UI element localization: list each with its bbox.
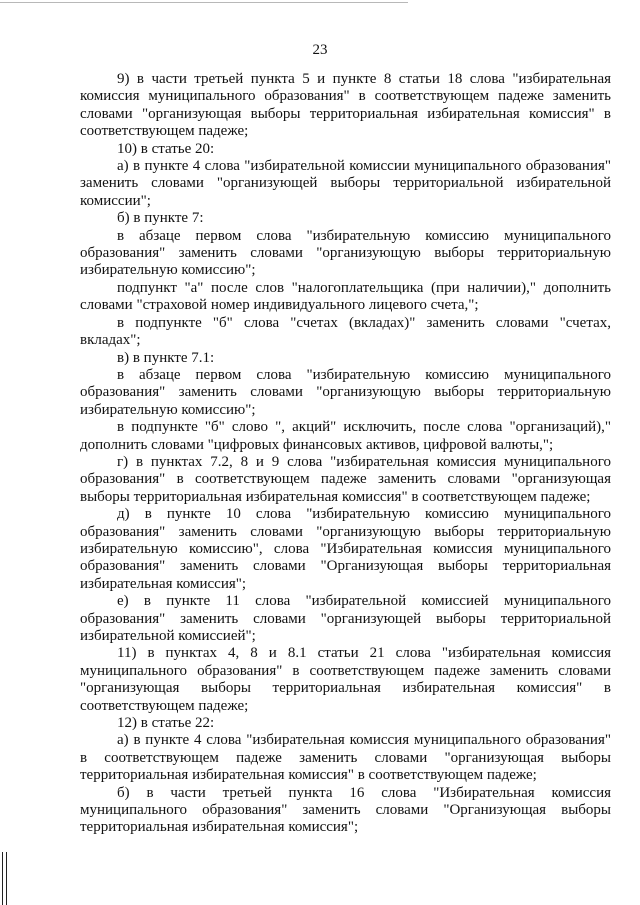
paragraph-sub-v: в) в пункте 7.1: bbox=[117, 349, 215, 366]
page-number: 23 bbox=[312, 42, 328, 58]
paragraph-sub-b-22: б) в части третьей пункта 16 слова "Избирательная комиссия муниципального образования" заменить словами "Организующая выборы территориальная избирательная комиссия"; bbox=[80, 784, 611, 836]
paragraph-item-12: 12) в статье 22: bbox=[117, 715, 215, 732]
paragraph-item-11: 11) в пунктах 4, 8 и 8.1 статьи 21 слова "избирательная комиссия муниципального образования" в соответствующем падеже заменить словами "организующая выборы территориальная избирательная комиссия" в соответствующем падеже; bbox=[80, 645, 611, 714]
paragraph-subpoint-b-7-1: в подпункте "б" слово ", акций" исключить, после слова "организаций)," дополнить словами "цифровых финансовых активов, цифровой валюты,"; bbox=[80, 419, 611, 453]
paragraph-item-9: 9) в части третьей пункта 5 и пункте 8 статьи 18 слова "избирательная комиссия муниципального образования" в соответствующем падеже заменить словами "организующая выборы территориальная избирательная комиссия" в соответствующем падеже; bbox=[80, 71, 611, 140]
paragraph-sub-a: а) в пункте 4 слова "избирательной комиссии муниципального образования" заменить словами "организующей выборы территориальной избирательной комиссии"; bbox=[80, 158, 611, 209]
paragraph-sub-d: д) в пункте 10 слова "избирательную комиссию муниципального образования" заменить словами "организующую выборы территориальную избирательную комиссию", слова "Избирательная комиссия муниципального образования" заменить словами "Организующая выборы территориальная избирательная комиссия"; bbox=[80, 506, 611, 592]
paragraph-sub-a-22: а) в пункте 4 слова "избирательная комиссия муниципального образования" в соответствующем падеже заменить словами "организующая выборы территориальная избирательная комиссия" в соответствующем падеже; bbox=[80, 732, 611, 784]
scan-edge-mark bbox=[2, 852, 7, 905]
paragraph-first-indent-7-1: в абзаце первом слова "избирательную комиссию муниципального образования" заменить словами "организующую выборы территориальную избирательную комиссию"; bbox=[80, 366, 611, 418]
paragraph-item-10: 10) в статье 20: bbox=[117, 140, 215, 157]
paragraph-first-indent-7: в абзаце первом слова "избирательную комиссию муниципального образования" заменить словами "организующую выборы территориальную избирательную комиссию"; bbox=[80, 227, 611, 279]
paragraph-sub-e: е) в пункте 11 слова "избирательной комиссией муниципального образования" заменить словами "организующей выборы территориальной избирательной комиссией"; bbox=[80, 593, 611, 644]
paragraph-subpoint-a: подпункт "а" после слов "налогоплательщика (при наличии)," дополнить словами "страховой номер индивидуального лицевого счета,"; bbox=[80, 279, 611, 314]
document-body bbox=[80, 71, 611, 837]
paragraph-sub-g: г) в пунктах 7.2, 8 и 9 слова "избирательная комиссия муниципального образования" в соответствующем падеже заменить словами "организующая выборы территориальная избирательная комиссия" в соответствующем падеже; bbox=[80, 453, 611, 505]
paragraph-sub-b: б) в пункте 7: bbox=[117, 210, 204, 227]
top-rule bbox=[0, 2, 408, 3]
paragraph-subpoint-b: в подпункте "б" слова "счетах (вкладах)" заменить словами "счетах, вкладах"; bbox=[80, 314, 611, 349]
